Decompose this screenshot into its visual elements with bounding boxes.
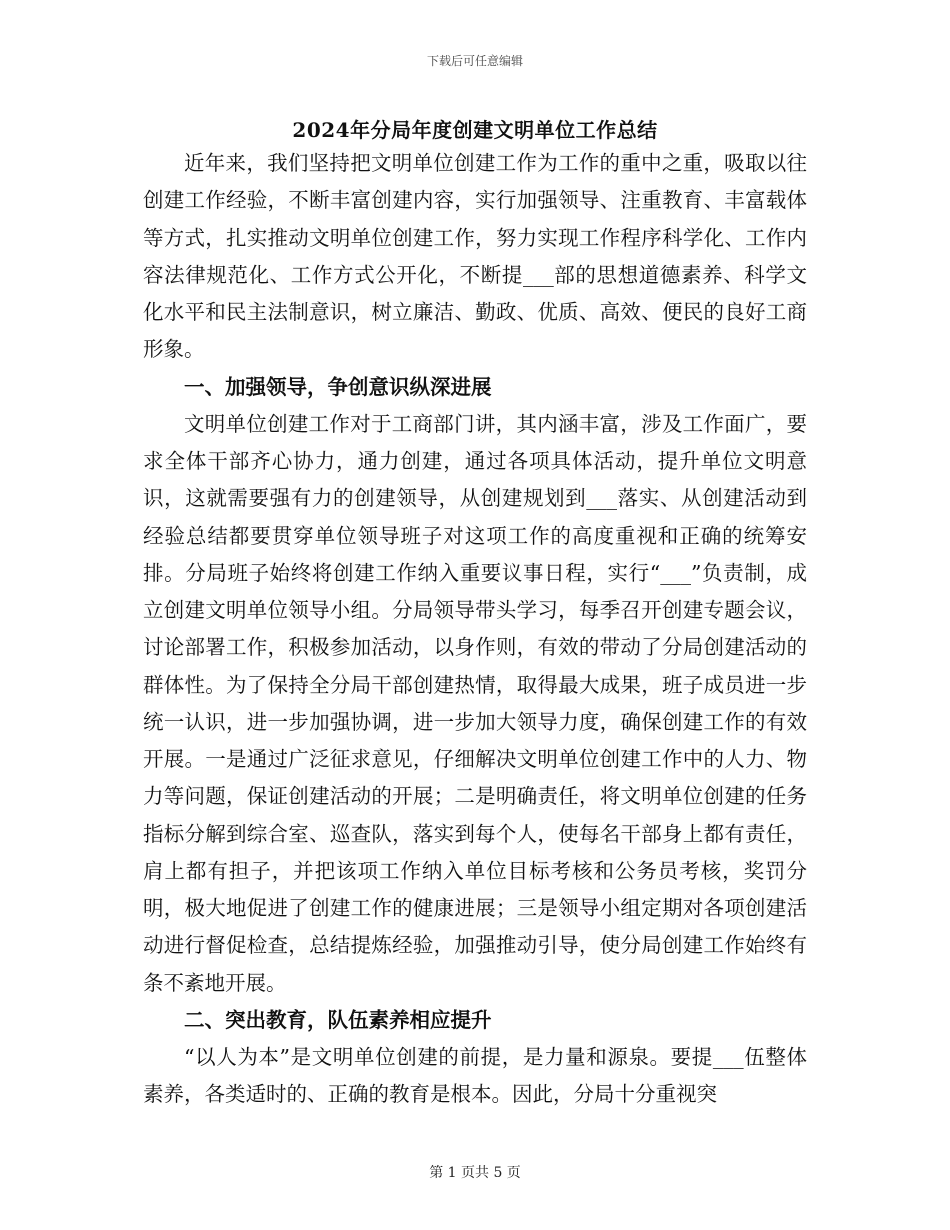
section-1-paragraph: 文明单位创建工作对于工商部门讲，其内涵丰富，涉及工作面广，要求全体干部齐心协力，通力创建，通过各项具体活动，提升单位文明意识，这就需要强有力的创建领导，从创建规划到___落实、从创建活动到经验总结都要贯穿单位领导班子对这项工作的高度重视和正确的统筹安排。分局班子始终将创建工作纳入重要议事日程，实行“___”负责制，成立创建文明单位领导小组。分局领导带头学习，每季召开创建专题会议，讨论部署工作，积极参加活动，以身作则，有效的带动了分局创建活动的群体性。为了保持全分局干部创建热情，取得最大成果，班子成员进一步统一认识，进一步加强协调，进一步加大领导力度，确保创建工作的有效开展。一是通过广泛征求意见，仔细解决文明单位创建工作中的人力、物力等问题，保证创建活动的开展；二是明确责任，将文明单位创建的任务指标分解到综合室、巡查队，落实到每个人，使每名干部身上都有责任，肩上都有担子，并把该项工作纳入单位目标考核和公务员考核，奖罚分明，极大地促进了创建工作的健康进展；三是领导小组定期对各项创建活动进行督促检查，总结提炼经验，加强推动引导，使分局创建工作始终有条不紊地开展。 <box>143 411 807 995</box>
page-number: 第 1 页共 5 页 <box>429 1165 521 1181</box>
header-note: 下载后可任意编辑 <box>426 54 523 68</box>
section-2-paragraph: “以人为本”是文明单位创建的前提，是力量和源泉。要提___伍整体素养，各类适时的、正确的教育是根本。因此，分局十分重视突 <box>143 1045 807 1107</box>
section-heading-1: 一、加强领导，争创意识纵深进展 <box>184 374 492 399</box>
section-heading-2: 二、突出教育，队伍素养相应提升 <box>184 1007 492 1032</box>
intro-paragraph: 近年来，我们坚持把文明单位创建工作为工作的重中之重，吸取以往创建工作经验，不断丰富创建内容，实行加强领导、注重教育、丰富载体等方式，扎实推动文明单位创建工作，努力实现工作程序科学化、工作内容法律规范化、工作方式公开化，不断提___部的思想道德素养、科学文化水平和民主法制意识，树立廉洁、勤政、优质、高效、便民的良好工商形象。 <box>143 151 807 362</box>
document-title: 2024年分局年度创建文明单位工作总结 <box>292 118 658 142</box>
document-body <box>143 145 807 1114</box>
